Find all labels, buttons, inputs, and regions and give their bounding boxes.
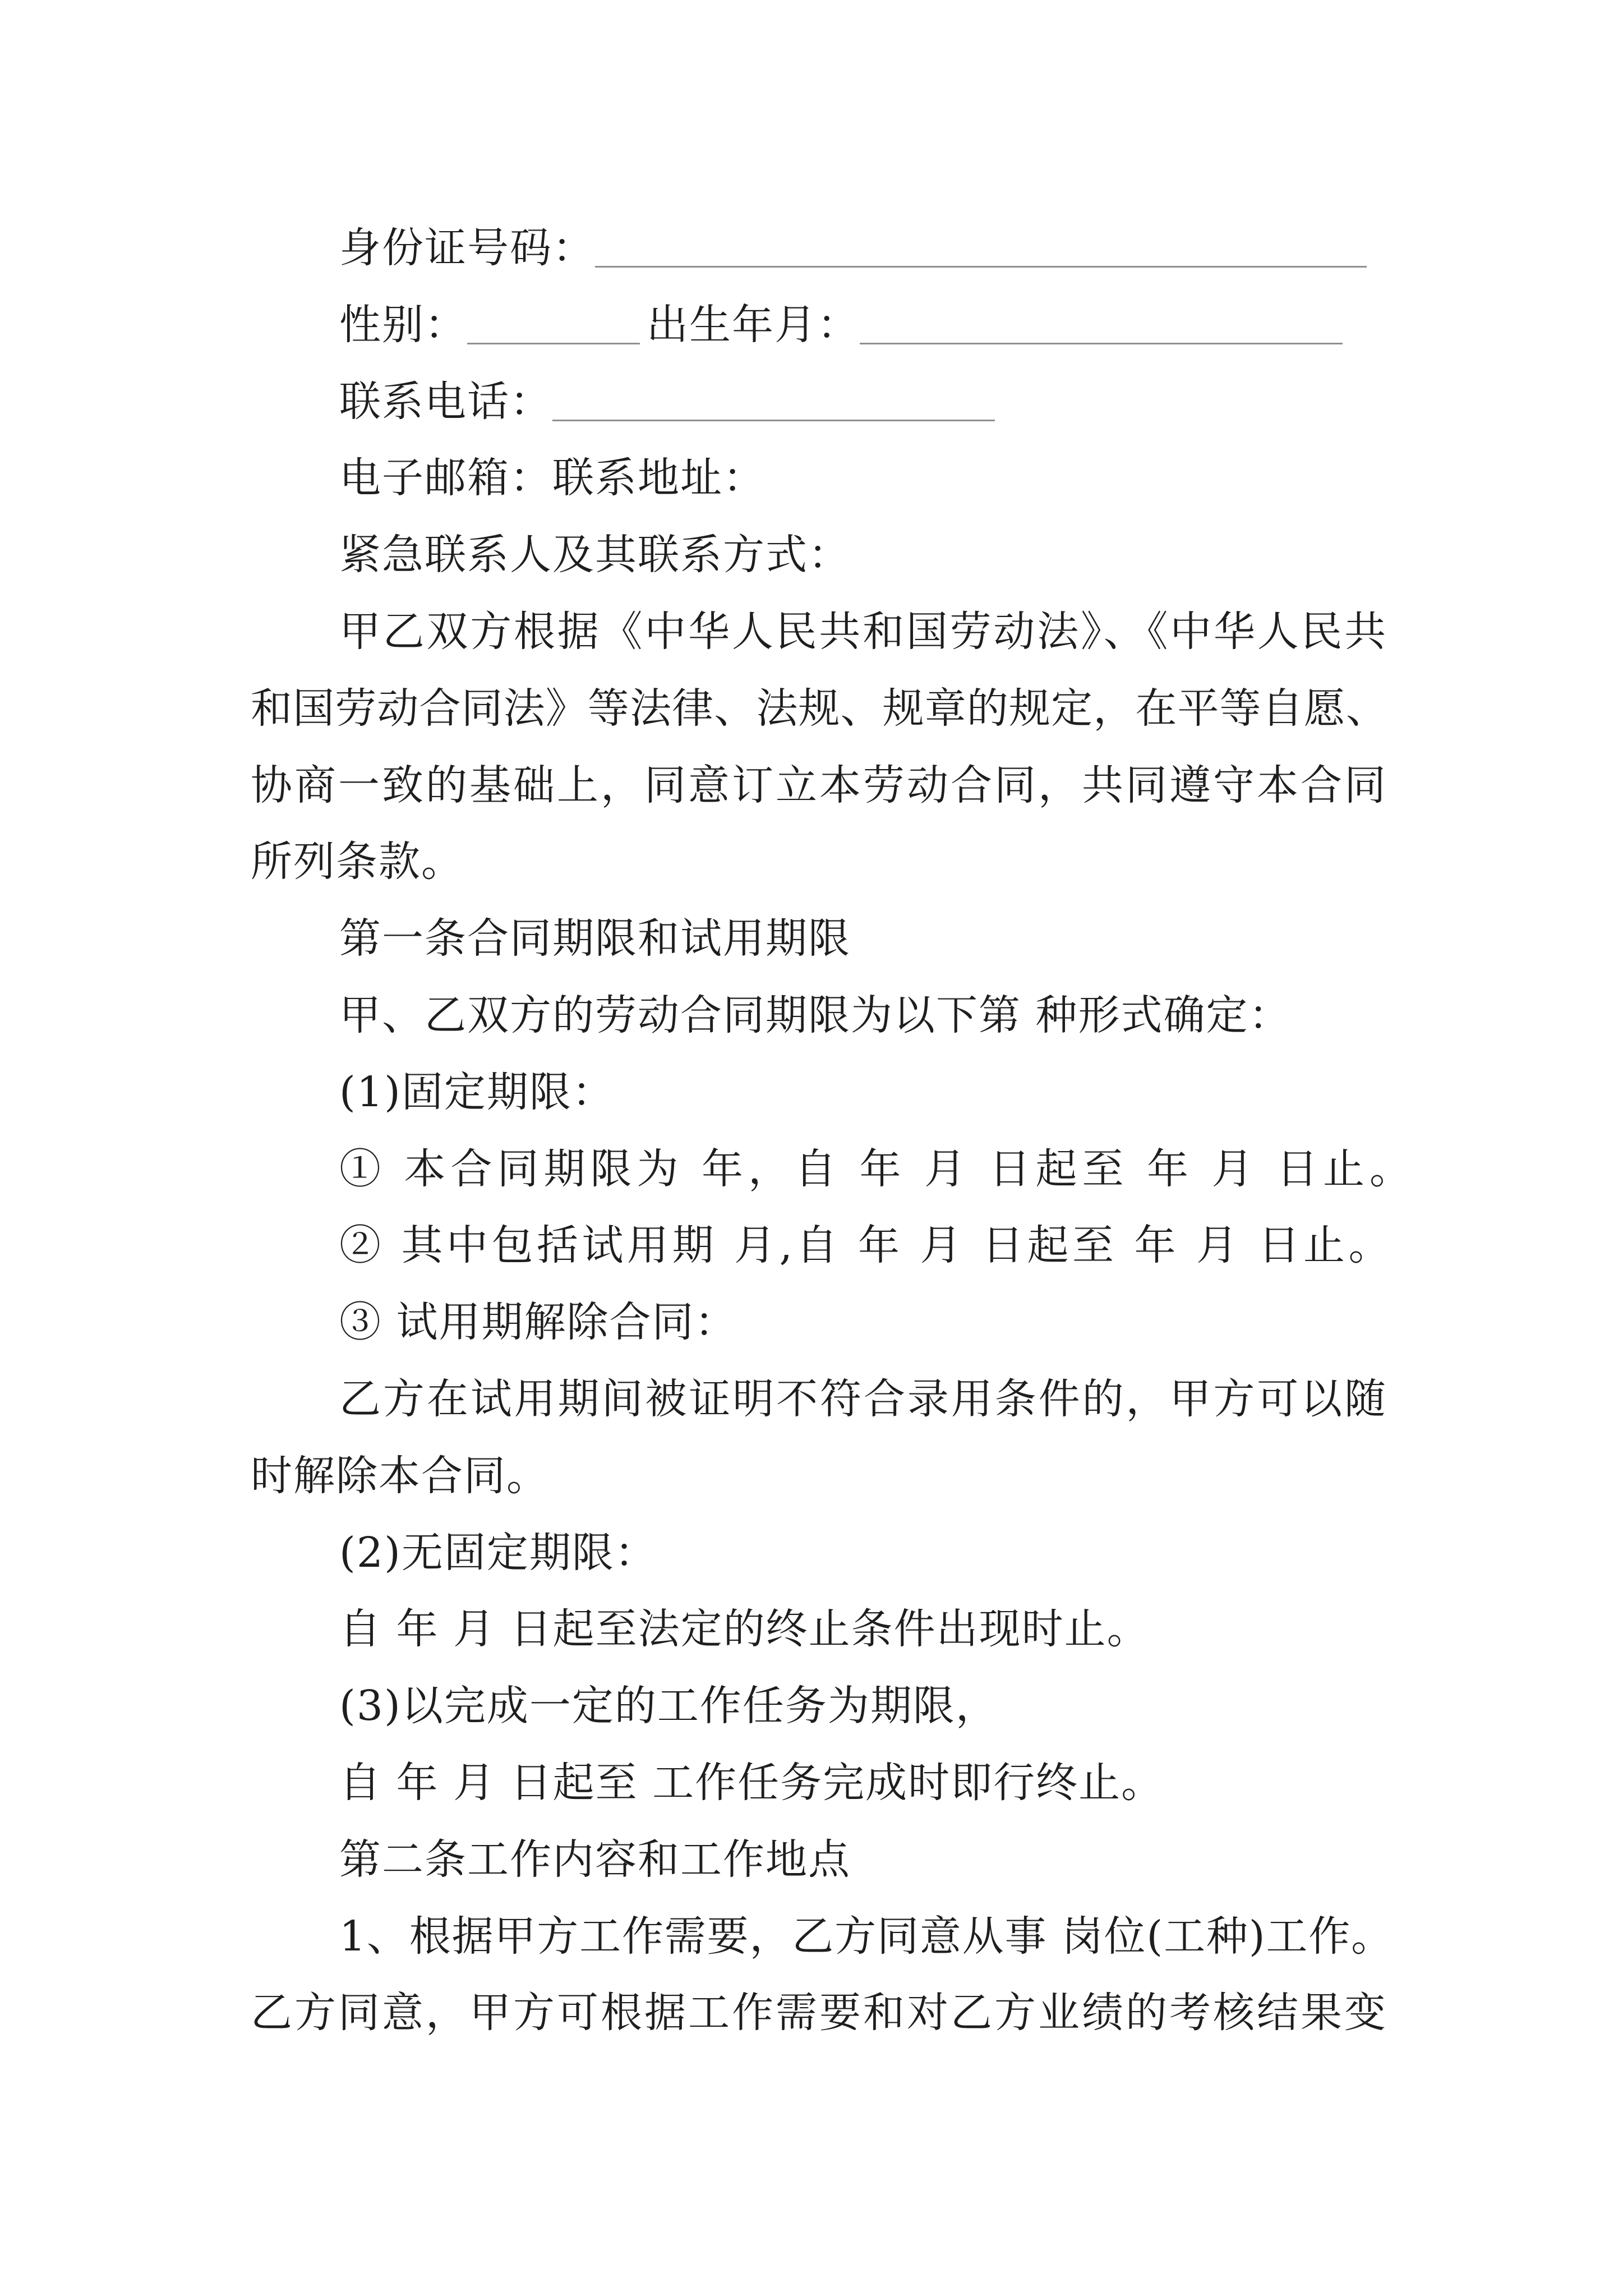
contract-text <box>251 210 1416 2051</box>
probation-termination-line: 时解除本合同。 <box>251 1451 549 1500</box>
job-position-line: 1、根据甲方工作需要，乙方同意从事 岗位(工种)工作。 <box>339 1912 1394 1961</box>
article-2-heading: 第二条工作内容和工作地点 <box>339 1835 851 1884</box>
fixed-term-item-3: ③ 试用期解除合同： <box>339 1298 737 1347</box>
fixed-term-heading: (1)固定期限： <box>339 1068 615 1116</box>
contract-term-form-line: 甲、乙双方的劳动合同期限为以下第 种形式确定： <box>339 991 1292 1039</box>
gender-label: 性别： <box>339 300 467 349</box>
fixed-term-item-2: ② 其中包括试用期 月,自 年 月 日起至 年 月 日止。 <box>339 1221 1394 1270</box>
preamble-line: 和国劳动合同法》等法律、法规、规章的规定，在平等自愿、 <box>251 684 1388 733</box>
emergency-contact-line: 紧急联系人及其联系方式： <box>339 531 851 579</box>
gender-blank <box>467 343 640 344</box>
preamble-line: 所列条款。 <box>251 838 464 886</box>
article-1-heading: 第一条合同期限和试用期限 <box>339 914 851 963</box>
open-ended-term-heading: (2)无固定期限： <box>339 1528 657 1577</box>
phone-label: 联系电话： <box>339 377 552 426</box>
open-ended-term-line: 自 年 月 日起至法定的终止条件出现时止。 <box>339 1605 1150 1654</box>
preamble-line: 甲乙双方根据《中华人民共和国劳动法》、《中华人民共 <box>339 607 1388 656</box>
job-adjustment-line: 乙方同意，甲方可根据工作需要和对乙方业绩的考核结果变 <box>251 1989 1388 2037</box>
birth-date-blank <box>860 343 1343 344</box>
email-address-line: 电子邮箱：联系地址： <box>339 454 766 503</box>
preamble-line: 协商一致的基础上，同意订立本劳动合同，共同遵守本合同 <box>251 761 1388 809</box>
phone-row <box>339 364 1389 440</box>
id-number-label: 身份证号码： <box>339 224 595 272</box>
fixed-term-item-1: ① 本合同期限为 年，自 年 月 日起至 年 月 日止。 <box>339 1144 1416 1193</box>
task-based-term-heading: (3)以完成一定的工作任务为期限， <box>339 1682 998 1731</box>
gender-birth-row <box>339 287 1389 364</box>
id-number-blank <box>595 266 1367 268</box>
birth-date-label: 出生年月： <box>647 300 860 349</box>
probation-termination-line: 乙方在试用期间被证明不符合录用条件的，甲方可以随 <box>339 1374 1388 1423</box>
phone-blank <box>552 420 995 421</box>
task-based-term-line: 自 年 月 日起至 工作任务完成时即行终止。 <box>339 1758 1164 1807</box>
id-number-row <box>339 210 1389 287</box>
